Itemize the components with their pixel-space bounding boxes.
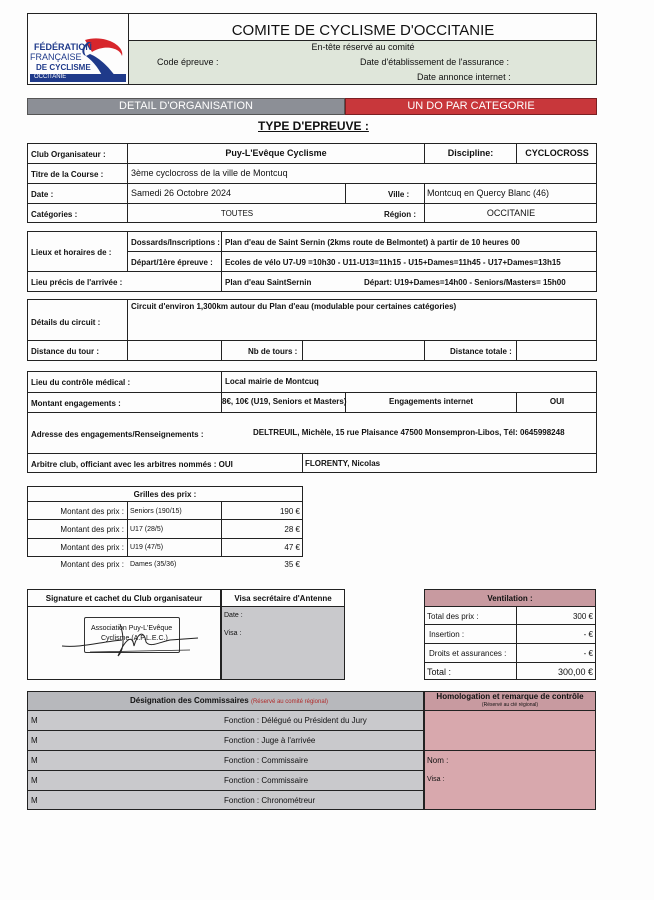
arrivee-extra: Départ: U19+Dames=14h00 - Seniors/Masters= 15h00 [364,278,566,287]
medical-value: Local mairie de Montcuq [225,377,319,386]
montant-value: 8€, 10€ (U19, Seniors et Masters) [222,397,347,406]
distance-tour-label: Distance du tour : [31,347,100,356]
date-label: Date : [31,190,54,199]
visa-date-label: Date : [224,612,243,619]
categories-label: Catégories : [31,210,78,219]
commissaire-fonction: Fonction : Juge à l'arrivée [224,736,316,745]
prize-row-cat: U17 (28/5) [130,526,164,533]
course-title-label: Titre de la Course : [31,170,104,179]
prize-row-label: Montant des prix : [60,543,124,552]
prize-row-amount: 28 € [284,525,300,534]
prize-row-label: Montant des prix : [60,525,124,534]
commissaire-fonction: Fonction : Chronométreur [224,796,316,805]
ventilation-title: Ventilation : [487,594,533,603]
club-label: Club Organisateur : [31,150,106,159]
depart-label: Départ/1ère épreuve : [131,258,213,267]
logo-text-4: OCCITANIE [34,74,67,80]
lieux-label: Lieux et horaires de : [31,248,112,257]
stamp-line-1: Association Puy-L'Evêque [91,625,173,632]
ventilation-total-label: Total : [427,667,452,677]
ffc-logo [30,36,126,82]
details-value: Circuit d'environ 1,300km autour du Plan d'eau (modulable pour certaines catégories) [131,302,457,311]
region-label: Région : [384,210,416,219]
dossards-label: Dossards/Inscriptions : [131,238,220,247]
date-value: Samedi 26 Octobre 2024 [131,188,232,198]
internet-label: Engagements internet [388,397,473,406]
logo-text-3: DE CYCLISME [36,63,91,72]
ville-value: Montcuq en Quercy Blanc (46) [427,188,550,198]
date-internet-label: Date annonce internet : [417,72,511,82]
bar-detail-label: DETAIL D'ORGANISATION [119,100,253,112]
prize-row-cat: Seniors (190/15) [130,508,182,515]
commissaires-title-text: Désignation des Commissaires [130,696,249,705]
prize-title: Grilles des prix : [133,490,197,499]
code-epreuve-label: Code épreuve : [157,57,219,67]
internet-value: OUI [549,397,565,406]
commissaire-fonction: Fonction : Délégué ou Président du Jury [224,716,367,725]
homologation-note: (Réservé au cté régional) [481,702,539,708]
adresse-label: Adresse des engagements/Renseignements : [31,430,204,439]
distance-totale-label: Distance totale : [450,347,512,356]
stamp-line-2: Cyclisme (A.P.L.E.C.) [101,635,168,642]
ventilation-total-value: 300,00 € [557,667,593,677]
ventilation-label: Droits et assurances : [429,649,507,658]
header-reserved: En-tête réservé au comité [311,42,415,52]
club-value: Puy-L'Evêque Cyclisme [225,148,327,158]
homologation-title: Homologation et remarque de contrôle [436,692,584,701]
arrivee-label: Lieu précis de l'arrivée : [31,278,123,287]
ventilation-label: Insertion : [429,630,465,639]
signature-title: Signature et cachet du Club organisateur [45,594,203,603]
prize-row-amount: 35 € [284,560,300,569]
prize-row-cat: U19 (47/5) [130,544,164,551]
logo-text-1: FÉDÉRATION [34,42,92,52]
depart-value: Ecoles de vélo U7-U9 =10h30 - U11-U13=11h15 - U15+Dames=11h45 - U17+Dames=13h15 [225,258,561,267]
dossards-value: Plan d'eau de Saint Sernin (2kms route de Belmontet) à partir de 10 heures 00 [225,238,520,247]
commissaire-m: M [31,736,38,745]
region-value: OCCITANIE [486,208,536,218]
ventilation-value: 300 € [572,612,593,621]
prize-row-label: Montant des prix : [60,560,124,569]
commissaires-title-note: (Réservé au comité régional) [250,699,328,705]
page-title: COMITE DE CYCLISME D'OCCITANIE [231,22,495,39]
homologation-visa-label: Visa : [427,776,445,783]
commissaires-title [130,696,328,705]
adresse-value: DELTREUIL, Michèle, 15 rue Plaisance 47500 Monsempron-Libos, Tél: 0645998248 [253,428,565,437]
logo-text-2: FRANÇAISE [30,52,82,62]
visa-antenne-title: Visa secrétaire d'Antenne [234,594,332,603]
commissaire-m: M [31,796,38,805]
commissaire-m: M [31,756,38,765]
date-assurance-label: Date d'établissement de l'assurance : [360,57,510,67]
ventilation-value: - € [583,649,593,658]
medical-label: Lieu du contrôle médical : [31,378,131,387]
ville-label: Ville : [388,190,410,199]
course-title-value: 3ème cyclocross de la ville de Montcuq [131,168,288,178]
visa-visa-label: Visa : [224,630,242,637]
details-label: Détails du circuit : [31,318,101,327]
discipline-label: Discipline: [447,148,494,158]
tours-label: Nb de tours : [248,347,298,356]
prize-row-amount: 190 € [279,507,300,516]
commissaire-m: M [31,716,38,725]
handwritten-signature [60,612,210,662]
discipline-value: CYCLOCROSS [525,148,589,158]
commissaire-fonction: Fonction : Commissaire [224,776,309,785]
prize-row-cat: Dames (35/36) [130,561,177,568]
homologation-nom-label: Nom : [427,756,449,765]
arbitre-label: Arbitre club, officiant avec les arbitres nommés : OUI [31,460,233,469]
montant-label: Montant engagements : [31,399,121,408]
arbitre-value: FLORENTY, Nicolas [305,459,381,468]
ventilation-value: - € [583,630,593,639]
commissaire-m: M [31,776,38,785]
commissaire-fonction: Fonction : Commissaire [224,756,309,765]
prize-row-label: Montant des prix : [60,507,124,516]
type-epreuve-title: TYPE D'EPREUVE : [258,119,369,133]
bar-un-do-label: UN DO PAR CATEGORIE [407,100,535,112]
prize-row-amount: 47 € [284,543,300,552]
arrivee-value: Plan d'eau SaintSernin [225,278,312,287]
ventilation-label: Total des prix : [427,612,479,621]
categories-value: TOUTES [220,209,254,218]
